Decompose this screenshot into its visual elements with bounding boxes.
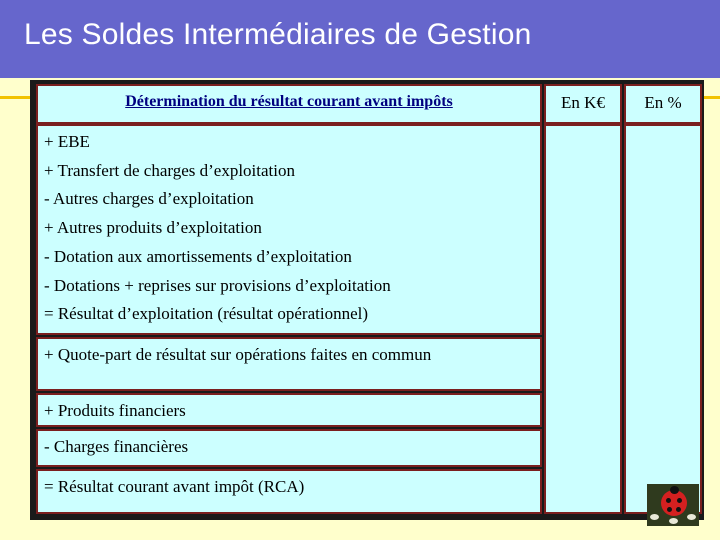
line-autres-produits: + Autres produits d’exploitation — [44, 218, 262, 238]
line-resultat-exploitation: = Résultat d’exploitation (résultat opérationnel) — [44, 304, 368, 324]
ladybug-spot — [676, 507, 681, 512]
line-ebe: + EBE — [44, 132, 90, 151]
line-autres-charges: - Autres charges d’exploitation — [44, 189, 254, 209]
slide-title: Les Soldes Intermédiaires de Gestion — [24, 18, 532, 51]
petal-bottom — [669, 518, 678, 524]
value-column-k-euro — [544, 124, 622, 514]
sig-table — [30, 80, 704, 520]
line-dotation-amortissements: - Dotation aux amortissements d’exploitation — [44, 246, 352, 266]
produits-financiers-row — [36, 393, 542, 427]
line-charges-financieres: - Charges financières — [44, 437, 189, 456]
table-header-title: Détermination du résultat courant avant impôts — [125, 93, 453, 110]
value-column-percent — [624, 124, 702, 514]
ladybug-head — [670, 486, 679, 494]
quote-part-row — [36, 337, 542, 391]
rca-row — [36, 469, 542, 514]
line-quote-part: + Quote-part de résultat sur opérations faites en commun — [44, 345, 432, 364]
charges-financieres-row — [36, 429, 542, 467]
column-header-percent: En % — [644, 93, 682, 112]
line-transfert-charges: + Transfert de charges d’exploitation — [44, 160, 295, 180]
table-header-title-cell — [36, 84, 542, 124]
line-produits-financiers: + Produits financiers — [44, 401, 186, 420]
line-dotations-provisions: - Dotations + reprises sur provisions d’exploitation — [44, 275, 391, 295]
petal-right — [687, 514, 696, 520]
table-header-pct-cell — [624, 84, 702, 124]
ladybug-spot — [677, 498, 682, 503]
exploitation-block — [36, 124, 542, 335]
ladybug-spot — [667, 507, 672, 512]
line-rca: = Résultat courant avant impôt (RCA) — [44, 477, 305, 496]
ladybug-spot — [666, 498, 671, 503]
petal-left — [650, 514, 659, 520]
ladybug-icon — [647, 484, 699, 526]
table-header-k-cell — [544, 84, 622, 124]
column-header-k-euro: En K€ — [561, 93, 605, 112]
